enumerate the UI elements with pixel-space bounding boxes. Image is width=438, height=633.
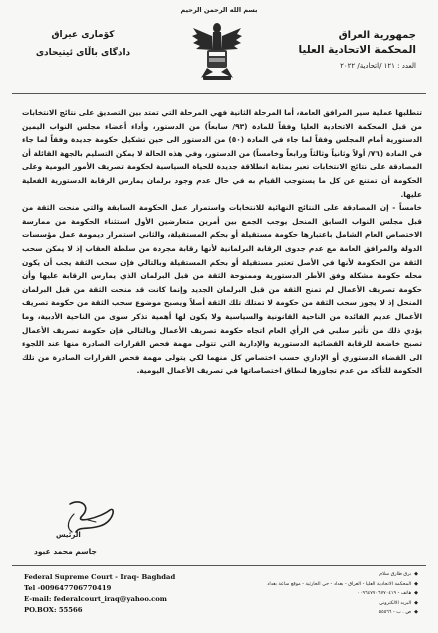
- mailbox-icon: ◆: [414, 609, 418, 615]
- country-name: جمهورية العراق: [338, 30, 416, 41]
- iraq-eagle-emblem-icon: [191, 20, 243, 82]
- phone-icon: ◆: [414, 590, 418, 596]
- footer-po-box: PO.BOX: 55566: [24, 606, 83, 614]
- document-body: [22, 106, 422, 378]
- footer-email[interactable]: E-mail: federalcourt_iraq@yahoo.com: [24, 595, 167, 603]
- footer-org: Federal Supreme Court - Iraq- Baghdad: [24, 573, 176, 581]
- header-divider: [12, 93, 426, 94]
- footer-ar-line5: ◆ص . ب - ٥٥٥٦٦: [378, 609, 418, 615]
- footer-tel: Tel -009647706770419: [24, 584, 112, 592]
- telegraph-icon: ◆: [414, 571, 418, 577]
- court-name: المحكمة الاتحادية العليا: [298, 44, 416, 56]
- footer-ar-line1: ◆برق طارق سلام: [379, 571, 418, 577]
- footer-contact-english: [24, 572, 214, 616]
- email-icon: ◆: [414, 599, 418, 606]
- document-number: العدد : ١٢١ /اتحادية/ ٢٠٢٢: [340, 62, 416, 70]
- basmala: بسم الله الرحمن الرحيم: [180, 6, 258, 14]
- footer-ar-line3: ◆هاتف - ٠٠٩٦٤٧٧٠٦٧٧٠٤١٩: [357, 590, 418, 596]
- country-name-kurdish: کۆماری عیراق: [51, 30, 115, 40]
- signatory-title: الرئيس: [56, 531, 81, 539]
- footer-ar-line2: ◆المحكمة الاتحادية العليا - العراق - بغداد - حي الحارثية - موقع ساعة بغداد: [267, 580, 418, 587]
- header-right: [296, 30, 416, 70]
- paragraph-2: خامساً - إن المصادقة على النتائج النهائية للانتخابات واستمرار عمل الحكومة السابقة والتي منحت الثقة من قبل مجلس النواب السابق المنحل يوجب الجمع بين أمرين متعارضين الأول استثناء الحكومة من ممارسة الاختصاص العام الشامل باعتبارها حكومة مستقيلة أو بحكم المستقيلة، والثاني استمرار ديمومة عمل مؤسسات الدولة والمرافق العامة مع عدم جدوى الرقابة البرلمانية لأنها رقابة مجردة من سلطة العقاب إذ لا يمكن سحب الثقة من الحكومة لأنها في الأصل تعتبر مستقيلة أو بحكم المستقيلة وبالتالي فإن سحب الثقة يجب أن يكون محله حكومة مشكلة وفق الأطر الدستورية وممنوحة الثقة من قبل البرلمان الذي يمارس الرقابة عليها وأن حكومة تصريف الأعمال لم تمنح الثقة من قبل البرلمان الجديد وإنما كانت قد منحت الثقة من قبل البرلمان المنحل إذ لا يجوز سحب الثقة من حكومة لا تمتلك تلك الثقة أصلاً ويصبح موضوع سحب الثقة من حكومة تصريف الأعمال عديم الفائدة من الناحية القانونية والسياسية ولا يكون لها أهمية تذكر سوى من الناحية الأدبية، وما يؤدي ذلك من تأثير سلبي في الرأي العام اتجاه حكومة تصريف الأعمال وبالتالي فإن حكومة تصريف الأعمال تصبح خاضعة للرقابة القضائية الدستورية والإدارية التي تتولى مهمة فحص القرارات الصادرة منها عند اللجوء الى القضاء الدستوري أو الإداري حسب اختصاص كل منهما لكي يتولى مهمة فحص القرارات الصادرة من تلك الحكومة للتأكد من عدم تجاوزها لنطاق اختصاصاتها في تصريف الأعمال اليومية.: [22, 203, 422, 376]
- footer-ar-line4: ◆البريد الالكتروني: [378, 599, 418, 606]
- court-name-kurdish: دادگای باڵای ئیتیحادی: [35, 48, 131, 58]
- location-icon: ◆: [414, 580, 418, 587]
- footer-contact-arabic: [228, 570, 418, 618]
- paragraph-1: تتطلبها عملية سير المرافق العامة، أما المرحلة الثانية فهي المرحلة التي تمتد بين التصديق على نتائج الانتخابات من قبل المحكمة الاتحادية العليا وفقاً للمادة (٩٣/ سابعاً) من الدستور، وأداء أعضاء مجلس النواب اليمين الدستورية أمام المجلس وفقاً لما جاء في المادة (٥٠) من الدستور الى حين تشكيل حكومة جديدة وفقاً لما جاء في المادة (٧٦/ أولاً وثانياً وثالثاً ورابعاً وخامساً) من الدستور، وفي هذه الحالة لا يمكن التسليم بالجهة القائلة أن المصادقة على نتائج الانتخابات تعبر بمثابة انطلاقة جديدة للحياة السياسية لحكومة تصريف الأمور اليومية وعلى الحكومة أن تمتنع عن كل ما يستوجب القيام به في حال عدم وجود برلمان يمارس الرقابة الدستورية الفعلية عليها.: [22, 108, 422, 199]
- header-left: [28, 30, 138, 58]
- signatory-name: جاسم محمد عبود: [34, 547, 97, 556]
- footer-divider: [12, 565, 426, 566]
